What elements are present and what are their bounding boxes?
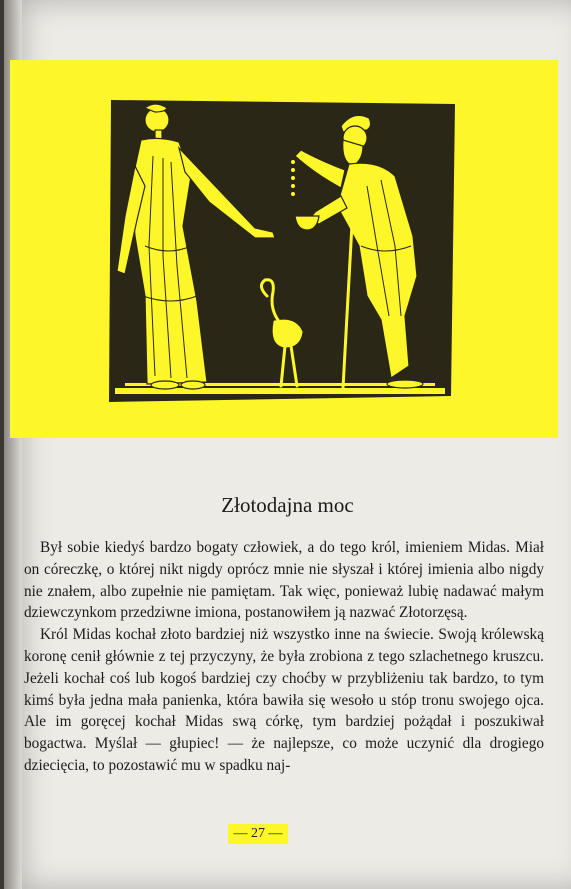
book-page	[4, 0, 571, 889]
paragraph: Król Midas kochał złoto bardziej niż wszystko inne na świecie. Swoją królewską koronę cenił głównie z tej przyczyny, że była zrobiona z tego szlachetnego kruszcu. Jeżeli kochał coś lub kogoś bardziej czy choćby w przybliżeniu tak bardzo, to tym kimś była jedna mała panienka, która bawiła się wesoło u stóp tronu swojego ojca. Ale im goręcej kochał Midas swą córkę, tym bardziej pożądał i poszukiwał bogactwa. Myślał — głupiec! — że najlepsze, co może uczynić dla drogiego dziecięcia, to pozostawić mu w spadku naj-	[24, 626, 544, 774]
paragraph: Był sobie kiedyś bardzo bogaty człowiek, a do tego król, imieniem Midas. Miał on córeczkę, o której nikt nigdy oprócz mnie nie słyszał i której imienia albo nigdy nie znałem, albo zupełnie nie pamiętam. Tak więc, ponieważ lubię nadawać małym dziewczynkom przedziwne imiona, postanowiłem ją nazwać Złotorzęsą.	[24, 539, 544, 622]
page-number: — 27 —	[228, 824, 288, 844]
greek-vase-illustration	[105, 96, 461, 406]
chapter-body	[24, 537, 544, 777]
vase-painting-image	[105, 96, 461, 406]
chapter-title: Złotodajna moc	[221, 493, 354, 517]
